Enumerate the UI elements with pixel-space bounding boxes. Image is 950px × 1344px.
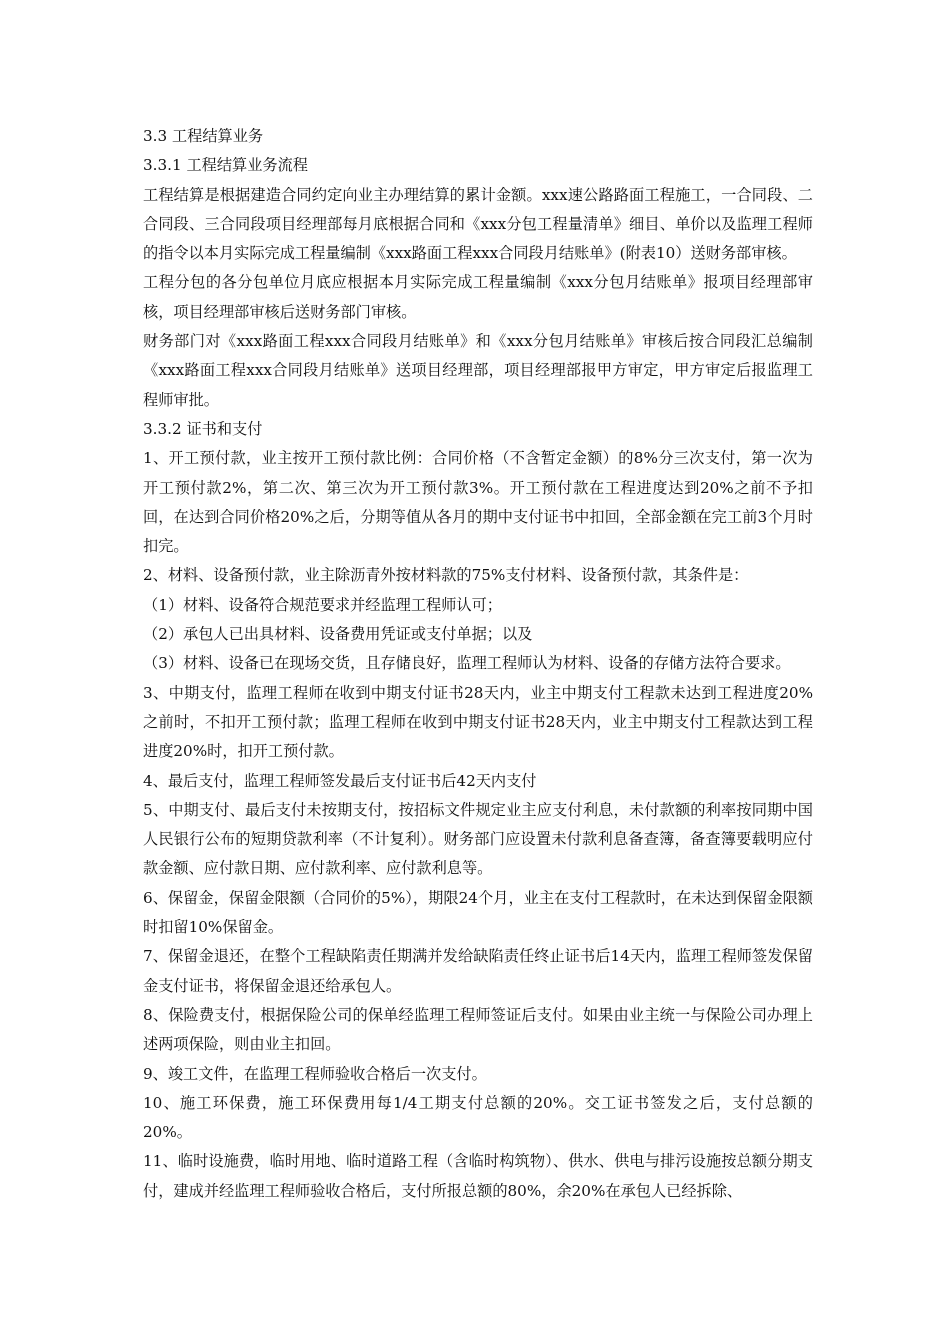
list-item: （3）材料、设备已在现场交货，且存储良好，监理工程师认为材料、设备的存储方法符合要求。 (143, 654, 791, 673)
list-item: 7、保留金退还，在整个工程缺陷责任期满并发给缺陷责任终止证书后14天内，监理工程师签发保留金支付证书，将保留金退还给承包人。 (143, 947, 813, 995)
paragraph: 工程结算是根据建造合同约定向业主办理结算的累计金额。xxx速公路路面工程施工，一合同段、二合同段、三合同段项目经理部每月底根据合同和《xxx分包工程量清单》细目、单价以及监理工程师的指令以本月实际完成工程量编制《xxx路面工程xxx合同段月结账单》(附表10）送财务部审核。 (143, 185, 813, 263)
list-item: 8、保险费支付，根据保险公司的保单经监理工程师签证后支付。如果由业主统一与保险公司办理上述两项保险，则由业主扣回。 (143, 1005, 813, 1054)
paragraph: 财务部门对《xxx路面工程xxx合同段月结账单》和《xxx分包月结账单》审核后按合同段汇总编制《xxx路面工程xxx合同段月结账单》送项目经理部，项目经理部报甲方审定，甲方审定后报监理工程师审批。 (143, 332, 813, 409)
list-item: 3、中期支付，监理工程师在收到中期支付证书28天内，业主中期支付工程款未达到工程进度20%之前时，不扣开工预付款；监理工程师在收到中期支付证书28天内，业主中期支付工程款达到工程进度20%时，扣开工预付款。 (143, 683, 813, 761)
list-item: 6、保留金，保留金限额（合同价的5%），期限24个月，业主在支付工程款时，在未达到保留金限额时扣留10%保留金。 (143, 888, 813, 937)
list-item: 10、施工环保费，施工环保费用每1/4工期支付总额的20%。交工证书签发之后，支付总额的20%。 (143, 1093, 813, 1142)
document-page (143, 122, 813, 1206)
list-item: 11、临时设施费，临时用地、临时道路工程（含临时构筑物）、供水、供电与排污设施按总额分期支付，建成并经监理工程师验收合格后，支付所报总额的80%，余20%在承包人已经拆除、 (143, 1152, 813, 1200)
list-item: （1）材料、设备符合规范要求并经监理工程师认可； (143, 595, 502, 614)
subsection-title-settlement-process: 3.3.1 工程结算业务流程 (143, 156, 308, 175)
list-item: （2）承包人已出具材料、设备费用凭证或支付单据；以及 (143, 625, 533, 644)
list-item: 5、中期支付、最后支付未按期支付，按招标文件规定业主应支付利息，未付款额的利率按同期中国人民银行公布的短期贷款利率（不计复利）。财务部门应设置未付款利息备查簿，备查簿要载明应付款金额、应付款日期、应付款利率、应付款利息等。 (143, 800, 813, 878)
list-item: 4、最后支付，监理工程师签发最后支付证书后42天内支付 (143, 771, 537, 790)
list-item: 2、材料、设备预付款，业主除沥青外按材料款的75%支付材料、设备预付款，其条件是： (143, 566, 749, 585)
section-title: 3.3 工程结算业务 (143, 127, 264, 145)
list-item: 1、开工预付款，业主按开工预付款比例：合同价格（不含暂定金额）的8%分三次支付，第一次为开工预付款2%，第二次、第三次为开工预付款3%。开工预付款在工程进度达到20%之前不予扣回，在达到合同价格20%之后，分期等值从各月的期中支付证书中扣回，全部金额在完工前3个月时扣完。 (143, 449, 813, 556)
paragraph: 工程分包的各分包单位月底应根据本月实际完成工程量编制《xxx分包月结账单》报项目经理部审核，项目经理部审核后送财务部门审核。 (143, 273, 813, 321)
list-item: 9、竣工文件，在监理工程师验收合格后一次支付。 (143, 1064, 487, 1083)
subsection-title-certificates-payment: 3.3.2 证书和支付 (143, 419, 263, 438)
